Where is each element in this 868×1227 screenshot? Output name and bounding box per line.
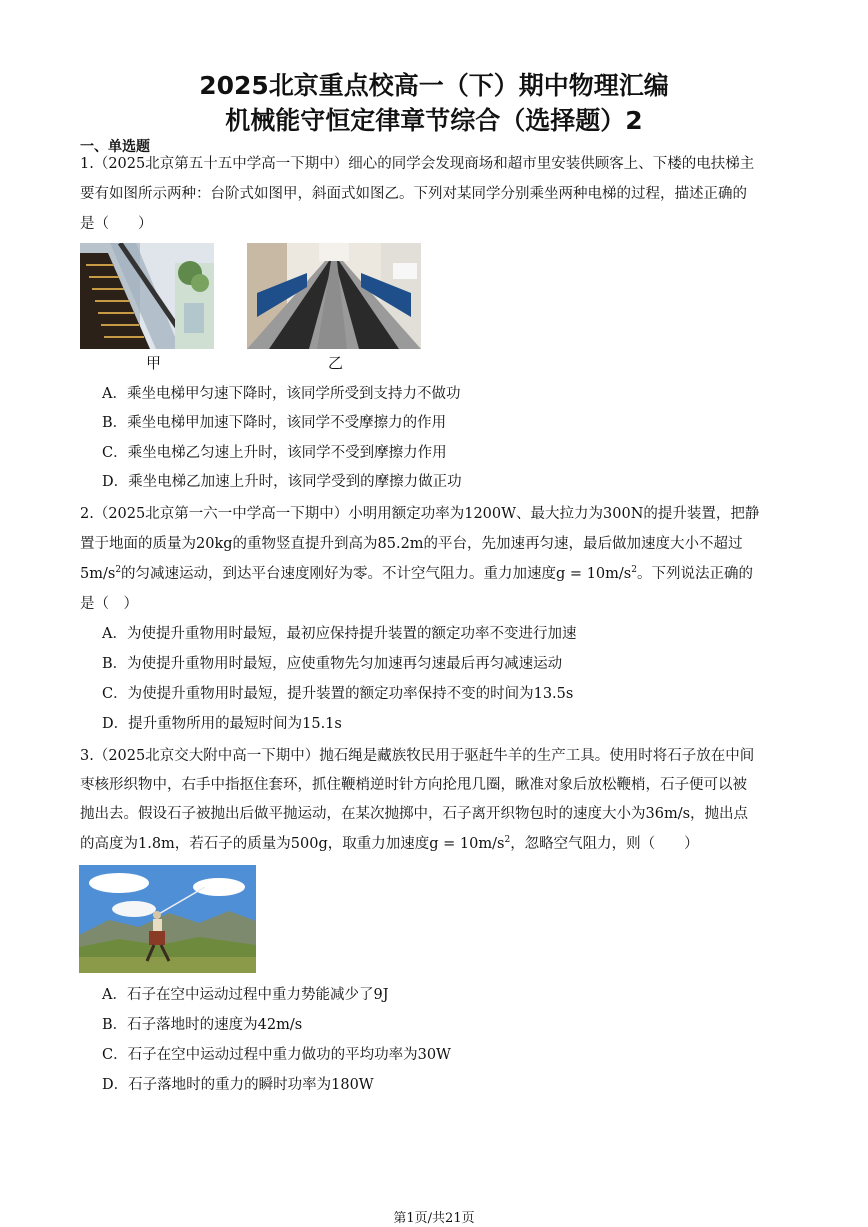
question-3-line-4-text: 的高度为1.8m，若石子的质量为500g，取重力加速度g = 10m/s (80, 836, 505, 852)
question-2-line-3-tail: 。下列说法正确的 (636, 566, 753, 582)
question-1-line-2: 要有如图所示两种：台阶式如图甲，斜面式如图乙。下列对某同学分别乘坐两种电梯的过程，描述正确的 (80, 186, 747, 202)
question-3-option-b: B．石子落地时的速度为42m/s (102, 1017, 303, 1033)
question-2-line-4: 是（ ） (80, 596, 138, 612)
question-1-option-a: A．乘坐电梯甲匀速下降时，该同学所受到支持力不做功 (102, 386, 461, 402)
figure-caption-yi: 乙 (328, 354, 344, 372)
acceleration-limit: 5m/s (80, 566, 116, 582)
question-2-line-1: 2.（2025北京第一六一中学高一下期中）小明用额定功率为1200W、最大拉力为300N的提升装置，把静 (80, 506, 760, 522)
question-3-line-4 (80, 834, 792, 854)
question-1-option-c: C．乘坐电梯乙匀速上升时，该同学不受到摩擦力作用 (102, 445, 447, 461)
figure-caption-jia: 甲 (146, 354, 162, 372)
sling-throw-photo (79, 865, 256, 973)
question-3-line-1: 3.（2025北京交大附中高一下期中）抛石绳是藏族牧民用于驱赶牛羊的生产工具。使用时将石子放在中间 (80, 748, 755, 764)
question-2-line-2: 置于地面的质量为20kg的重物竖直提升到高为85.2m的平台，先加速再匀速，最后做加速度大小不超过 (80, 536, 743, 552)
moving-walkway-photo (247, 243, 421, 349)
question-1-option-b: B．乘坐电梯甲加速下降时，该同学不受摩擦力的作用 (102, 415, 447, 431)
question-3-option-c: C．石子在空中运动过程中重力做功的平均功率为30W (102, 1047, 451, 1063)
page-number: 第1页/共21页 (393, 1211, 475, 1226)
question-2-option-d: D．提升重物所用的最短时间为15.1s (102, 716, 342, 732)
superscript: 2 (115, 565, 122, 576)
question-3-option-d: D．石子落地时的重力的瞬时功率为180W (102, 1077, 374, 1093)
section-heading: 一、单选题 (80, 139, 150, 155)
document-title: 2025北京重点校高一（下）期中物理汇编 (199, 71, 669, 100)
question-2-option-a: A．为使提升重物用时最短，最初应保持提升装置的额定功率不变进行加速 (102, 626, 577, 642)
question-3-line-4-tail: ，忽略空气阻力，则（ ） (510, 836, 699, 852)
question-1-line-1: 1.（2025北京第五十五中学高一下期中）细心的同学会发现商场和超市里安装供顾客上、下楼的电扶梯主 (80, 156, 755, 172)
question-1-line-3: 是（ ） (80, 216, 153, 232)
superscript: 2 (631, 565, 637, 576)
question-3-line-2: 枣核形织物中，右手中指抠住套环，抓住鞭梢逆时针方向抡甩几圈，瞅准对象后放松鞭梢，石子便可以被 (80, 777, 747, 793)
question-2-line-3 (80, 564, 792, 584)
question-2-option-b: B．为使提升重物用时最短，应使重物先匀加速再匀速最后再匀减速运动 (102, 656, 563, 672)
document-subtitle: 机械能守恒定律章节综合（选择题）2 (225, 106, 643, 135)
question-1-option-d: D．乘坐电梯乙加速上升时，该同学受到的摩擦力做正功 (102, 474, 462, 490)
question-2-option-c: C．为使提升重物用时最短，提升装置的额定功率保持不变的时间为13.5s (102, 686, 574, 702)
question-3-line-3: 抛出去。假设石子被抛出后做平抛运动，在某次抛掷中，石子离开织物包时的速度大小为36m/s，抛出点 (80, 806, 749, 822)
superscript: 2 (504, 835, 511, 846)
question-3-option-a: A．石子在空中运动过程中重力势能减少了9J (102, 987, 389, 1003)
question-2-line-3-text: 的匀减速运动，到达平台速度刚好为零。不计空气阻力。重力加速度g = 10m/s (121, 566, 632, 582)
escalator-step-photo (80, 243, 214, 349)
